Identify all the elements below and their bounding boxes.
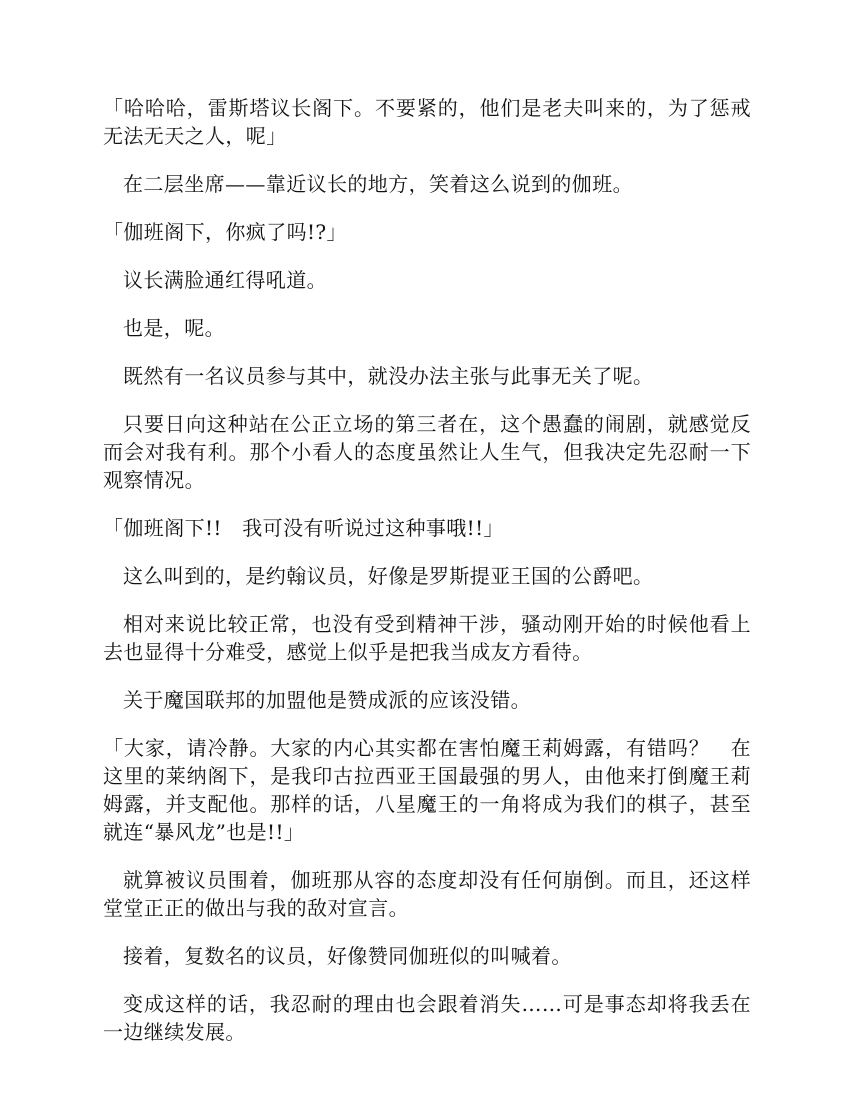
paragraph: 议长满脸通红得吼道。 <box>123 268 327 292</box>
paragraph: 在二层坐席——靠近议长的地方，笑着这么说到的伽班。 <box>123 172 633 196</box>
paragraph: 相对来说比较正常，也没有受到精神干涉，骚动刚开始的时候他看上去也显得十分难受，感觉上似乎是把我当成友方看待。 <box>103 612 751 664</box>
paragraph: 「大家，请冷静。大家的内心其实都在害怕魔王莉姆露，有错吗？ 在这里的莱纳阁下，是我印古拉西亚王国最强的男人，由他来打倒魔王莉姆露，并支配他。那样的话，八星魔王的一角将成为我们的棋子，甚至就连“暴风龙”也是!!」 <box>103 736 751 844</box>
paragraph: 只要日向这种站在公正立场的第三者在，这个愚蠢的闹剧，就感觉反而会对我有利。那个小看人的态度虽然让人生气，但我决定先忍耐一下观察情况。 <box>103 412 751 492</box>
paragraph: 也是，呢。 <box>123 316 225 340</box>
paragraph: 接着，复数名的议员，好像赞同伽班似的叫喊着。 <box>123 944 572 968</box>
paragraph: 既然有一名议员参与其中，就没办法主张与此事无关了呢。 <box>123 364 654 388</box>
paragraph: 「伽班阁下，你疯了吗!?」 <box>103 220 347 244</box>
paragraph: 变成这样的话，我忍耐的理由也会跟着消失……可是事态却将我丢在一边继续发展。 <box>103 992 751 1044</box>
paragraph: 这么叫到的，是约翰议员，好像是罗斯提亚王国的公爵吧。 <box>123 564 654 588</box>
paragraph: 「哈哈哈，雷斯塔议长阁下。不要紧的，他们是老夫叫来的，为了惩戒无法无天之人，呢」 <box>103 96 751 148</box>
paragraph: 「伽班阁下!! 我可没有听说过这种事哦!!」 <box>103 516 504 540</box>
paragraph: 关于魔国联邦的加盟他是赞成派的应该没错。 <box>123 688 531 712</box>
document-page <box>103 94 751 1066</box>
paragraph: 就算被议员围着，伽班那从容的态度却没有任何崩倒。而且，还这样堂堂正正的做出与我的敌对宣言。 <box>103 868 751 920</box>
